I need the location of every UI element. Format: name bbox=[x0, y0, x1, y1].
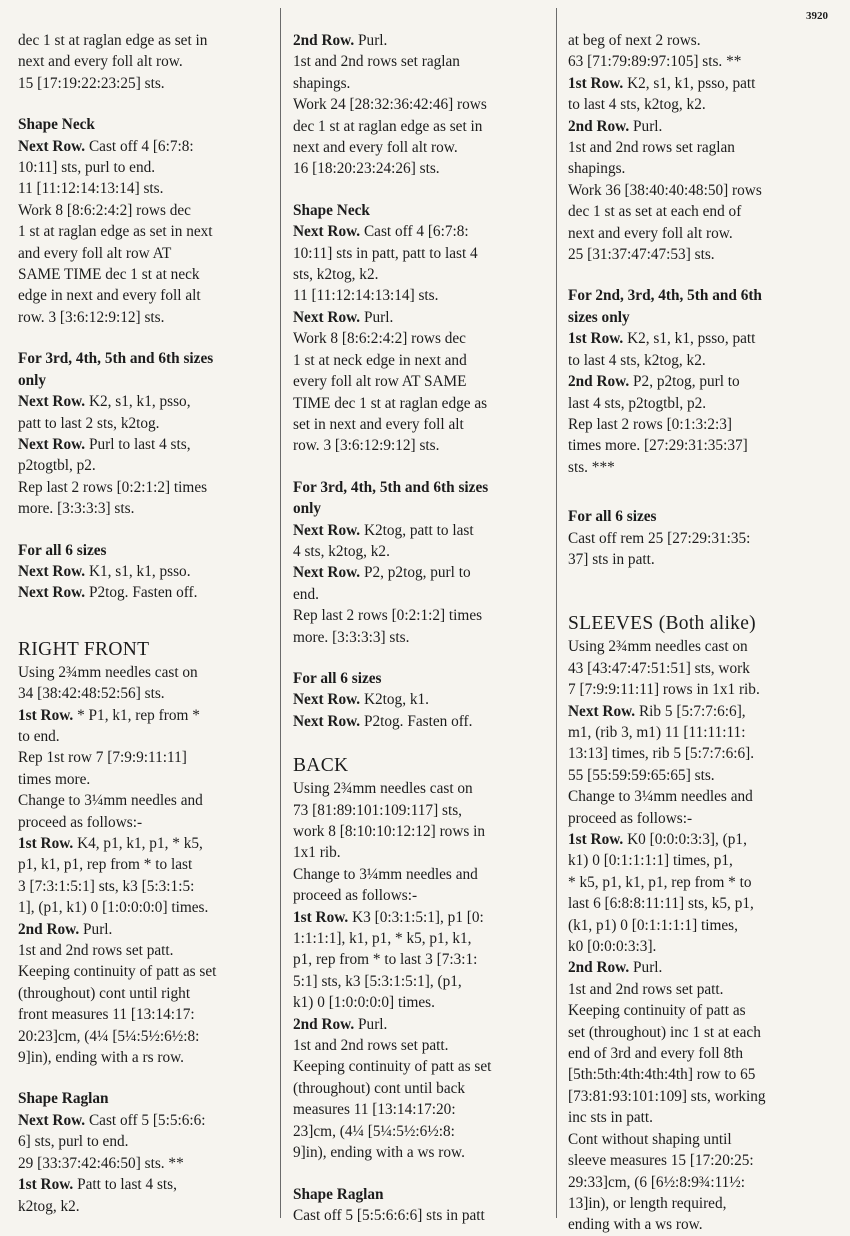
row-label: Next Row. bbox=[18, 393, 86, 411]
text-line: 1:1:1:1], k1, p1, * k5, p1, k1, bbox=[293, 930, 472, 948]
subheading-shape-neck: Shape Neck bbox=[293, 201, 370, 219]
subheading-all-sizes: For all 6 sizes bbox=[293, 669, 382, 687]
instruction-row bbox=[568, 829, 838, 850]
text-line: 13:13] times, rib 5 [5:7:7:6:6]. bbox=[568, 745, 755, 763]
text-line: Work 8 [8:6:2:4:2] rows dec bbox=[293, 330, 466, 348]
subheading-all-sizes: For all 6 sizes bbox=[18, 541, 107, 559]
subheading-all-sizes: For all 6 sizes bbox=[568, 508, 657, 526]
text-line: 9]in), ending with a rs row. bbox=[18, 1049, 184, 1067]
instruction-row bbox=[18, 833, 276, 854]
text-line: end of 3rd and every foll 8th bbox=[568, 1045, 744, 1063]
text-column-1 bbox=[18, 30, 276, 1217]
row-text: Purl. bbox=[360, 308, 394, 326]
text-line: Work 36 [38:40:40:48:50] rows bbox=[568, 181, 762, 199]
row-label: Next Row. bbox=[293, 308, 361, 326]
text-line: to end. bbox=[18, 727, 60, 745]
text-line: p1, rep from * to last 3 [7:3:1: bbox=[293, 951, 478, 969]
text-line: times more. bbox=[18, 770, 91, 788]
text-line: Rep 1st row 7 [7:9:9:11:11] bbox=[18, 749, 187, 767]
row-text: * P1, k1, rep from * bbox=[73, 706, 200, 724]
instruction-row bbox=[293, 689, 551, 710]
instruction-row bbox=[568, 957, 838, 978]
text-line: dec 1 st at raglan edge as set in bbox=[18, 32, 208, 49]
subheading-sizes-cont: sizes only bbox=[568, 308, 630, 326]
instruction-row bbox=[293, 1014, 551, 1035]
instruction-row bbox=[293, 520, 551, 541]
text-line: 1st and 2nd rows set raglan bbox=[293, 53, 460, 71]
row-label: 2nd Row. bbox=[568, 117, 630, 135]
text-line: dec 1 st at raglan edge as set in bbox=[293, 117, 483, 135]
text-line: 10:11] sts in patt, patt to last 4 bbox=[293, 244, 478, 262]
text-line: row. 3 [3:6:12:9:12] sts. bbox=[18, 308, 165, 326]
text-line: next and every foll alt row. bbox=[18, 53, 183, 71]
text-line: dec 1 st as set at each end of bbox=[568, 203, 742, 221]
text-line: edge in next and every foll alt bbox=[18, 287, 201, 305]
text-line: Rep last 2 rows [0:2:1:2] times bbox=[293, 607, 483, 625]
text-line: times more. [27:29:31:35:37] bbox=[568, 437, 748, 455]
row-label: Next Row. bbox=[293, 223, 361, 241]
text-line: sleeve measures 15 [17:20:25: bbox=[568, 1152, 754, 1170]
text-line: k1) 0 [0:1:1:1:1] times, p1, bbox=[568, 852, 733, 870]
text-line: more. [3:3:3:3] sts. bbox=[293, 628, 410, 646]
text-line: Keeping continuity of patt as set bbox=[293, 1058, 492, 1076]
row-text: K4, p1, k1, p1, * k5, bbox=[73, 835, 203, 852]
row-text: P2, p2tog, purl to bbox=[360, 564, 471, 582]
text-line: inc sts in patt. bbox=[568, 1109, 653, 1127]
text-line: last 4 sts, p2togtbl, p2. bbox=[568, 394, 707, 412]
text-line: Keeping continuity of patt as set bbox=[18, 963, 217, 981]
text-line: every foll alt row AT SAME bbox=[293, 373, 467, 391]
row-label: 1st Row. bbox=[18, 835, 74, 852]
row-label: Next Row. bbox=[18, 584, 86, 602]
text-line: and every foll alt row AT bbox=[18, 244, 172, 262]
row-text: Cast off 4 [6:7:8: bbox=[360, 223, 469, 241]
text-line: Keeping continuity of patt as bbox=[568, 1002, 746, 1020]
section-heading-back: BACK bbox=[293, 755, 349, 777]
text-line: Cast off 5 [5:5:6:6:6] sts in patt bbox=[293, 1206, 485, 1224]
row-text: P2tog. Fasten off. bbox=[360, 712, 473, 730]
text-line: 1st and 2nd rows set patt. bbox=[293, 1037, 449, 1055]
text-line: sts. *** bbox=[568, 458, 615, 476]
text-line: to last 4 sts, k2tog, k2. bbox=[568, 351, 706, 369]
row-text: Purl. bbox=[629, 959, 663, 977]
text-line: Using 2¾mm needles cast on bbox=[18, 663, 198, 681]
text-line: more. [3:3:3:3] sts. bbox=[18, 500, 135, 518]
text-line: row. 3 [3:6:12:9:12] sts. bbox=[293, 437, 440, 455]
row-label: Next Row. bbox=[293, 564, 361, 582]
row-text: K2tog, k1. bbox=[360, 691, 429, 709]
instruction-row bbox=[293, 562, 551, 583]
text-line: 15 [17:19:22:23:25] sts. bbox=[18, 74, 165, 92]
column-divider bbox=[556, 8, 557, 1218]
subheading-sizes: For 3rd, 4th, 5th and 6th sizes bbox=[18, 350, 214, 368]
row-label: Next Row. bbox=[18, 435, 86, 453]
instruction-row bbox=[18, 705, 276, 726]
text-line: measures 11 [13:14:17:20: bbox=[293, 1101, 456, 1119]
text-line: [73:81:93:101:109] sts, working bbox=[568, 1087, 766, 1105]
instruction-row bbox=[293, 307, 551, 328]
text-line: 1x1 rib. bbox=[293, 844, 341, 862]
text-line: next and every foll alt row. bbox=[568, 224, 733, 242]
text-line: 29:33]cm, (6 [6½:8:9¾:11½: bbox=[568, 1173, 746, 1191]
instruction-row bbox=[18, 582, 276, 603]
text-line: Rep last 2 rows [0:2:1:2] times bbox=[18, 478, 208, 496]
row-label: 2nd Row. bbox=[293, 32, 355, 49]
row-label: Next Row. bbox=[293, 691, 361, 709]
text-line: Change to 3¼mm needles and bbox=[18, 792, 203, 810]
instruction-row bbox=[18, 561, 276, 582]
text-line: last 6 [6:8:8:11:11] sts, k5, p1, bbox=[568, 895, 754, 913]
text-line: 29 [33:37:42:46:50] sts. ** bbox=[18, 1154, 184, 1172]
subheading-sizes-cont: only bbox=[18, 371, 47, 389]
text-line: proceed as follows:- bbox=[568, 809, 693, 827]
text-line: (throughout) cont until back bbox=[293, 1079, 466, 1097]
text-line: k1) 0 [1:0:0:0:0] times. bbox=[293, 994, 435, 1012]
subheading-sizes: For 2nd, 3rd, 4th, 5th and 6th bbox=[568, 287, 762, 305]
text-line: 25 [31:37:47:47:53] sts. bbox=[568, 246, 715, 264]
text-line: k0 [0:0:0:3:3]. bbox=[568, 938, 657, 956]
text-line: 37] sts in patt. bbox=[568, 550, 655, 568]
text-line: 11 [11:12:14:13:14] sts. bbox=[18, 180, 164, 198]
text-line: sts, k2tog, k2. bbox=[293, 266, 379, 284]
row-text: P2tog. Fasten off. bbox=[85, 584, 198, 602]
text-line: [5th:5th:4th:4th:4th] row to 65 bbox=[568, 1066, 756, 1084]
row-text: Purl. bbox=[354, 1015, 388, 1033]
row-text: Rib 5 [5:7:7:6:6], bbox=[635, 702, 746, 720]
text-line: 10:11] sts, purl to end. bbox=[18, 159, 156, 177]
text-line: Work 24 [28:32:36:42:46] rows bbox=[293, 96, 487, 114]
subheading-sizes-cont: only bbox=[293, 500, 322, 518]
instruction-row bbox=[18, 391, 276, 412]
text-line: end. bbox=[293, 585, 319, 603]
instruction-row bbox=[568, 73, 838, 94]
text-line: (throughout) cont until right bbox=[18, 984, 191, 1002]
row-label: 1st Row. bbox=[568, 831, 624, 848]
instruction-row bbox=[568, 116, 838, 137]
section-heading-right-front: RIGHT FRONT bbox=[18, 638, 150, 660]
row-text: K2, s1, k1, psso, bbox=[85, 393, 191, 411]
text-line: * k5, p1, k1, p1, rep from * to bbox=[568, 873, 752, 891]
text-line: 23]cm, (4¼ [5¼:5½:6½:8: bbox=[293, 1122, 455, 1140]
column-divider bbox=[280, 8, 281, 1218]
text-line: Cont without shaping until bbox=[568, 1130, 732, 1148]
instruction-row bbox=[293, 221, 551, 242]
row-label: 1st Row. bbox=[18, 1176, 74, 1194]
text-line: 1 st at neck edge in next and bbox=[293, 351, 467, 369]
text-line: 5:1] sts, k3 [5:3:1:5:1], (p1, bbox=[293, 972, 462, 990]
text-line: 11 [11:12:14:13:14] sts. bbox=[293, 287, 439, 305]
text-line: 4 sts, k2tog, k2. bbox=[293, 542, 390, 560]
instruction-row bbox=[568, 371, 838, 392]
text-column-3 bbox=[568, 30, 838, 1236]
row-text: P2, p2tog, purl to bbox=[629, 373, 740, 391]
text-line: TIME dec 1 st at raglan edge as bbox=[293, 394, 488, 412]
text-line: 34 [38:42:48:52:56] sts. bbox=[18, 685, 165, 703]
row-text: Patt to last 4 sts, bbox=[73, 1176, 177, 1194]
text-line: 6] sts, purl to end. bbox=[18, 1133, 129, 1151]
text-column-2 bbox=[293, 30, 551, 1226]
text-line: 1], (p1, k1) 0 [1:0:0:0:0] times. bbox=[18, 899, 209, 917]
row-text: Purl. bbox=[79, 920, 113, 938]
text-line: Work 8 [8:6:2:4:2] rows dec bbox=[18, 201, 191, 219]
subheading-shape-raglan: Shape Raglan bbox=[18, 1090, 109, 1108]
section-heading-sleeves: SLEEVES (Both alike) bbox=[568, 613, 756, 635]
text-line: front measures 11 [13:14:17: bbox=[18, 1006, 195, 1024]
text-line: 73 [81:89:101:109:117] sts, bbox=[293, 801, 462, 819]
row-label: Next Row. bbox=[293, 712, 361, 730]
row-label: 2nd Row. bbox=[568, 373, 630, 391]
row-text: K1, s1, k1, psso. bbox=[85, 562, 191, 580]
instruction-row bbox=[18, 919, 276, 940]
row-text: K2, s1, k1, psso, patt bbox=[623, 330, 756, 348]
text-line: 1st and 2nd rows set patt. bbox=[18, 942, 174, 960]
row-label: Next Row. bbox=[293, 521, 361, 539]
row-text: K2, s1, k1, psso, patt bbox=[623, 74, 756, 92]
text-line: proceed as follows:- bbox=[293, 887, 418, 905]
text-line: 13]in), or length required, bbox=[568, 1194, 727, 1212]
text-line: p2togtbl, p2. bbox=[18, 457, 96, 475]
row-label: Next Row. bbox=[568, 702, 636, 720]
text-line: Rep last 2 rows [0:1:3:2:3] bbox=[568, 415, 733, 433]
row-label: 2nd Row. bbox=[568, 959, 630, 977]
text-line: Using 2¾mm needles cast on bbox=[293, 780, 473, 798]
subheading-shape-raglan: Shape Raglan bbox=[293, 1185, 384, 1203]
row-text: Cast off 4 [6:7:8: bbox=[85, 137, 194, 155]
instruction-row bbox=[18, 136, 276, 157]
text-line: Change to 3¼mm needles and bbox=[293, 865, 478, 883]
text-line: k2tog, k2. bbox=[18, 1197, 80, 1215]
text-line: next and every foll alt row. bbox=[293, 139, 458, 157]
text-line: 16 [18:20:23:24:26] sts. bbox=[293, 160, 440, 178]
row-label: 2nd Row. bbox=[18, 920, 80, 938]
row-label: 1st Row. bbox=[568, 330, 624, 348]
text-line: at beg of next 2 rows. bbox=[568, 32, 701, 49]
text-line: set in next and every foll alt bbox=[293, 415, 464, 433]
text-line: 3 [7:3:1:5:1] sts, k3 [5:3:1:5: bbox=[18, 877, 195, 895]
instruction-row bbox=[293, 30, 551, 51]
text-line: 7 [7:9:9:11:11] rows in 1x1 rib. bbox=[568, 681, 760, 699]
row-text: Purl to last 4 sts, bbox=[85, 435, 191, 453]
text-line: Cast off rem 25 [27:29:31:35: bbox=[568, 529, 751, 547]
text-line: 1st and 2nd rows set patt. bbox=[568, 980, 724, 998]
text-line: patt to last 2 sts, k2tog. bbox=[18, 414, 160, 432]
row-label: 1st Row. bbox=[568, 74, 624, 92]
text-line: Change to 3¼mm needles and bbox=[568, 788, 753, 806]
row-text: K2tog, patt to last bbox=[360, 521, 474, 539]
row-text: Purl. bbox=[354, 32, 388, 49]
text-line: 43 [43:47:47:51:51] sts, work bbox=[568, 659, 750, 677]
text-line: ending with a ws row. bbox=[568, 1216, 703, 1234]
instruction-row bbox=[18, 1110, 276, 1131]
row-text: K3 [0:3:1:5:1], p1 [0: bbox=[348, 908, 484, 926]
row-label: 2nd Row. bbox=[293, 1015, 355, 1033]
row-label: Next Row. bbox=[18, 1111, 86, 1129]
instruction-row bbox=[568, 328, 838, 349]
row-text: Cast off 5 [5:5:6:6: bbox=[85, 1111, 206, 1129]
row-label: Next Row. bbox=[18, 562, 86, 580]
instruction-row bbox=[293, 711, 551, 732]
text-line: set (throughout) inc 1 st at each bbox=[568, 1023, 761, 1041]
text-line: shapings. bbox=[568, 160, 626, 178]
text-line: 20:23]cm, (4¼ [5¼:5½:6½:8: bbox=[18, 1027, 200, 1045]
subheading-sizes: For 3rd, 4th, 5th and 6th sizes bbox=[293, 478, 489, 496]
row-label: 1st Row. bbox=[18, 706, 74, 724]
text-line: SAME TIME dec 1 st at neck bbox=[18, 266, 200, 284]
text-line: to last 4 sts, k2tog, k2. bbox=[568, 96, 706, 114]
row-label: 1st Row. bbox=[293, 908, 349, 926]
instruction-row bbox=[18, 434, 276, 455]
row-text: K0 [0:0:0:3:3], (p1, bbox=[623, 831, 747, 848]
text-line: p1, k1, p1, rep from * to last bbox=[18, 856, 193, 874]
row-text: Purl. bbox=[629, 117, 663, 135]
text-line: 1st and 2nd rows set raglan bbox=[568, 139, 735, 157]
text-line: 63 [71:79:89:97:105] sts. ** bbox=[568, 53, 742, 71]
text-line: Using 2¾mm needles cast on bbox=[568, 638, 748, 656]
subheading-shape-neck: Shape Neck bbox=[18, 116, 95, 134]
text-line: work 8 [8:10:10:12:12] rows in bbox=[293, 823, 486, 840]
page-number: 3920 bbox=[806, 10, 828, 22]
instruction-row bbox=[18, 1174, 276, 1195]
text-line: 1 st at raglan edge as set in next bbox=[18, 223, 213, 241]
text-line: (k1, p1) 0 [0:1:1:1:1] times, bbox=[568, 916, 738, 934]
instruction-row bbox=[568, 701, 838, 722]
row-label: Next Row. bbox=[18, 137, 86, 155]
text-line: 55 [55:59:59:65:65] sts. bbox=[568, 766, 715, 784]
text-line: shapings. bbox=[293, 74, 351, 92]
text-line: 9]in), ending with a ws row. bbox=[293, 1144, 465, 1162]
text-line: m1, (rib 3, m1) 11 [11:11:11: bbox=[568, 723, 746, 741]
text-line: proceed as follows:- bbox=[18, 813, 143, 831]
instruction-row bbox=[293, 907, 551, 928]
